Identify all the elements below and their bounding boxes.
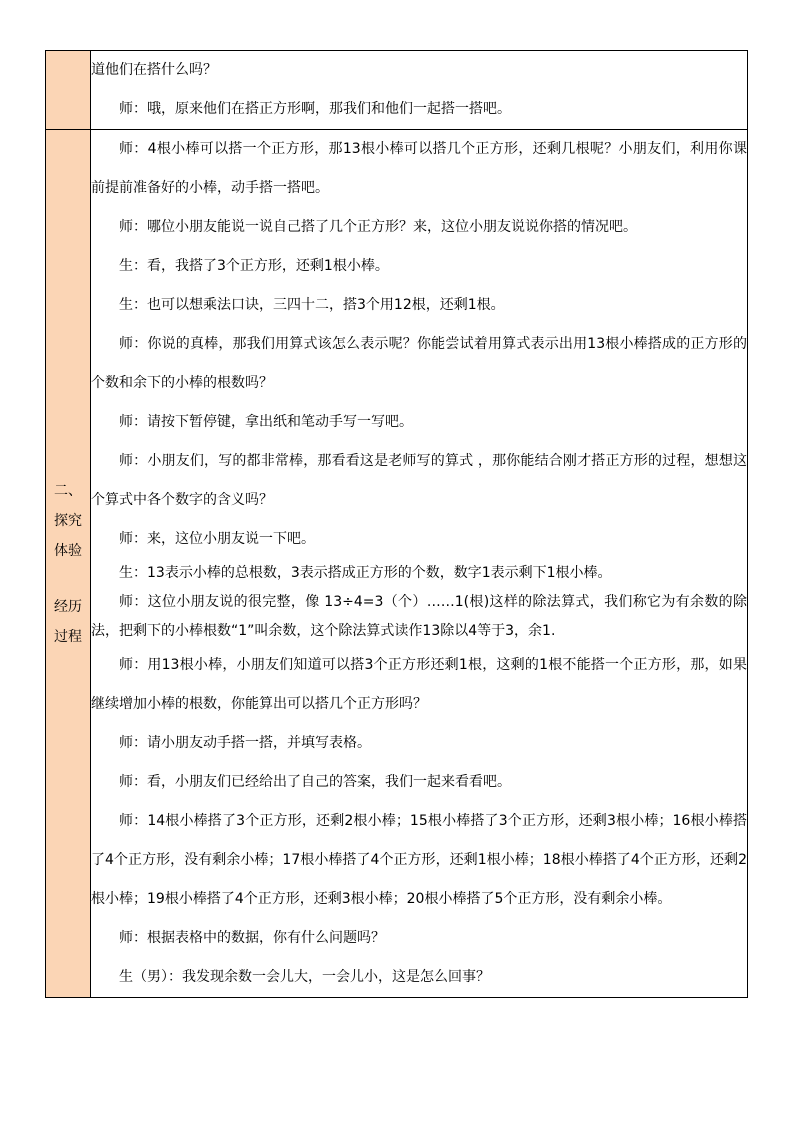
table-row [46, 51, 748, 130]
paragraph: 道他们在搭什么吗？ [91, 62, 217, 78]
paragraph: 师：请小朋友动手搭一搭，并填写表格。 [119, 735, 371, 751]
paragraph: 师：来，这位小朋友说一下吧。 [119, 531, 315, 547]
stage-label: 过程 [54, 628, 82, 645]
stage-cell-previous [46, 51, 91, 130]
stage-label: 二、 [54, 482, 82, 499]
paragraph: 师：小朋友们，写的都非常棒，那看看这是老师写的算式 ，那你能结合刚才搭正方形的过程，想想这个算式中各个数字的含义吗？ [91, 453, 747, 508]
paragraph: 师：你说的真棒，那我们用算式该怎么表示呢？你能尝试着用算式表示出用13根小棒搭成的正方形的个数和余下的小棒的根数吗？ [91, 336, 747, 391]
paragraph: 师：哪位小朋友能说一说自己搭了几个正方形？来，这位小朋友说说你搭的情况吧。 [119, 219, 637, 235]
lesson-plan-sheet [45, 50, 748, 1070]
paragraph: 师：哦，原来他们在搭正方形啊，那我们和他们一起搭一搭吧。 [119, 101, 511, 117]
paragraph: 生：13表示小棒的总根数，3表示搭成正方形的个数，数字1表示剩下1根小棒。 [119, 565, 612, 581]
paragraph: 师：看，小朋友们已经给出了自己的答案，我们一起来看看吧。 [119, 774, 511, 790]
paragraph: 师：请按下暂停键，拿出纸和笔动手写一写吧。 [119, 414, 413, 430]
stage-label: 探究 [54, 512, 82, 529]
stage-cell [46, 130, 91, 998]
paragraph: 生（男）：我发现余数一会儿大，一会儿小，这是怎么回事？ [119, 969, 490, 985]
table-row [46, 130, 748, 998]
paragraph: 师：4根小棒可以搭一个正方形，那13根小棒可以搭几个正方形，还剩几根呢？小朋友们，利用你课前提前准备好的小棒，动手搭一搭吧。 [91, 141, 747, 196]
lesson-plan-table [45, 50, 748, 998]
stage-label: 经历 [54, 598, 82, 615]
paragraph: 师：用13根小棒，小朋友们知道可以搭3个正方形还剩1根，这剩的1根不能搭一个正方形，那，如果继续增加小棒的根数，你能算出可以搭几个正方形吗？ [91, 657, 747, 712]
paragraph: 生：看，我搭了3个正方形，还剩1根小棒。 [119, 258, 389, 274]
stage-label: 体验 [54, 542, 82, 559]
stage-gap [46, 566, 90, 592]
paragraph: 师：这位小朋友说的很完整，像 13÷4=3（个）……1(根)这样的除法算式，我们称它为有余数的除法，把剩下的小棒根数“1”叫余数，这个除法算式读作13除以4等于3，余1. [91, 594, 747, 639]
paragraph: 生：也可以想乘法口诀，三四十二，搭3个用12根，还剩1根。 [119, 297, 505, 313]
paragraph: 师：14根小棒搭了3个正方形，还剩2根小棒；15根小棒搭了3个正方形，还剩3根小棒；16根小棒搭了4个正方形，没有剩余小棒；17根小棒搭了4个正方形，还剩1根小棒；18根小棒搭了4个正方形，还剩2根小棒；19根小棒搭了4个正方形，还剩3根小棒；20根小棒搭了5个正方形，没有剩余小棒。 [91, 813, 747, 907]
content-cell-previous [91, 51, 748, 130]
content-cell [91, 130, 748, 998]
paragraph: 师：根据表格中的数据，你有什么问题吗？ [119, 930, 385, 946]
